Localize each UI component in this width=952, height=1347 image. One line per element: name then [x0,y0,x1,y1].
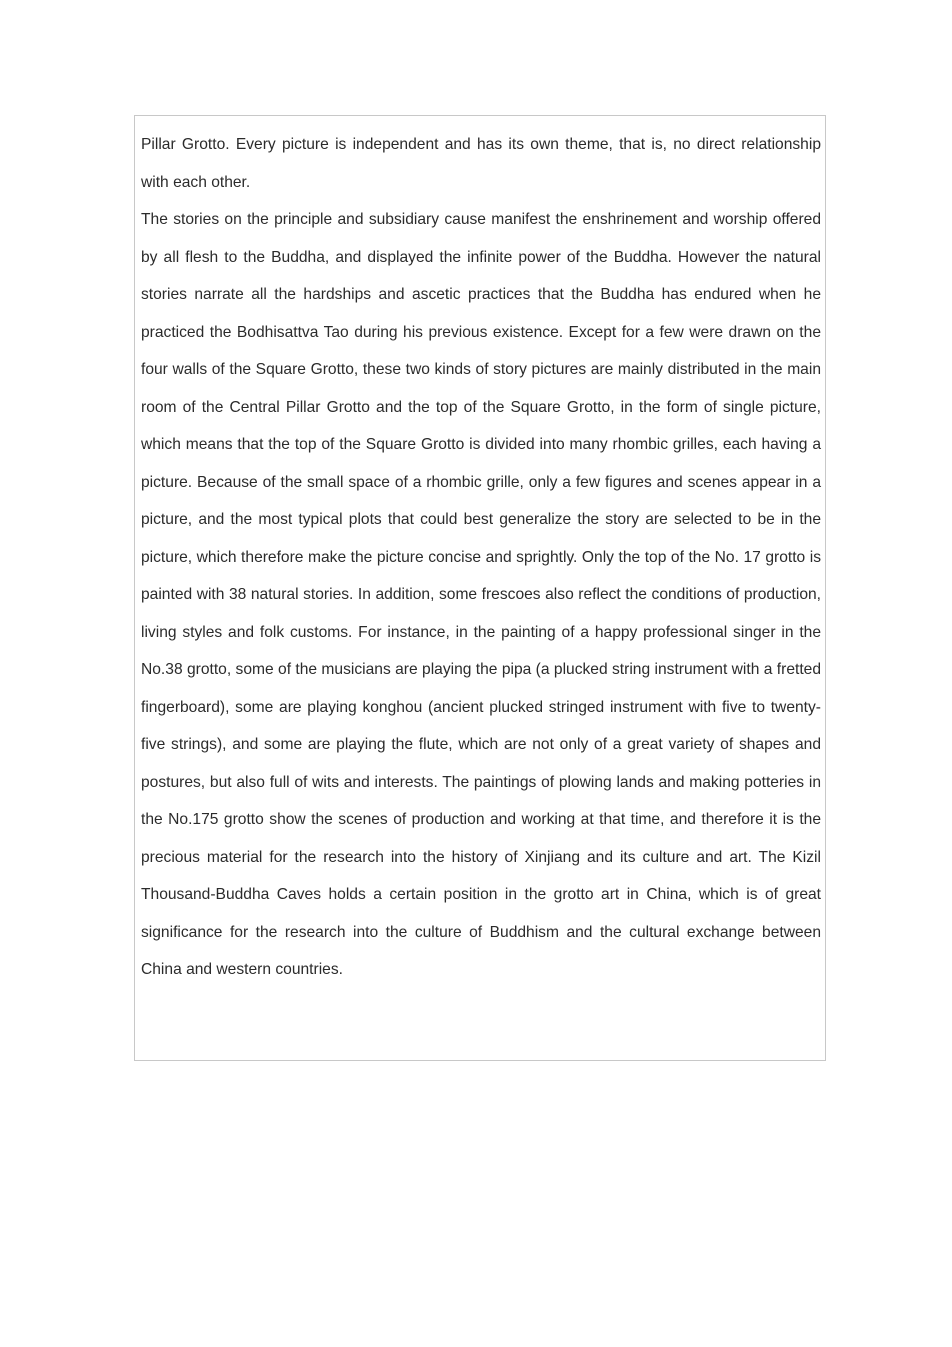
paragraph-2: The stories on the principle and subsidiary cause manifest the enshrinement and worship offered by all flesh to the Buddha, and displayed the infinite power of the Buddha. However the natural stories narrate all the hardships and ascetic practices that the Buddha has endured when he practiced the Bodhisattva Tao during his previous existence. Except for a few were drawn on the four walls of the Square Grotto, these two kinds of story pictures are mainly distributed in the main room of the Central Pillar Grotto and the top of the Square Grotto, in the form of single picture, which means that the top of the Square Grotto is divided into many rhombic grilles, each having a picture. Because of the small space of a rhombic grille, only a few figures and scenes appear in a picture, and the most typical plots that could best generalize the story are selected to be in the picture, which therefore make the picture concise and sprightly. Only the top of the No. 17 grotto is painted with 38 natural stories. In addition, some frescoes also reflect the conditions of production, living styles and folk customs. For instance, in the painting of a happy professional singer in the No.38 grotto, some of the musicians are playing the pipa (a plucked string instrument with a fretted fingerboard), some are playing konghou (ancient plucked stringed instrument with five to twenty-five strings), and some are playing the flute, which are not only of a great variety of shapes and postures, but also full of wits and interests. The paintings of plowing lands and making potteries in the No.175 grotto show the scenes of production and working at that time, and therefore it is the precious material for the research into the history of Xinjiang and its culture and art. The Kizil Thousand-Buddha Caves holds a certain position in the grotto art in China, which is of great significance for the research into the culture of Buddhism and the cultural exchange between China and western countries. [141,211,821,978]
text-frame [134,115,826,1061]
paragraph-1: Pillar Grotto. Every picture is independent and has its own theme, that is, no direct relationship with each other. [141,136,821,191]
